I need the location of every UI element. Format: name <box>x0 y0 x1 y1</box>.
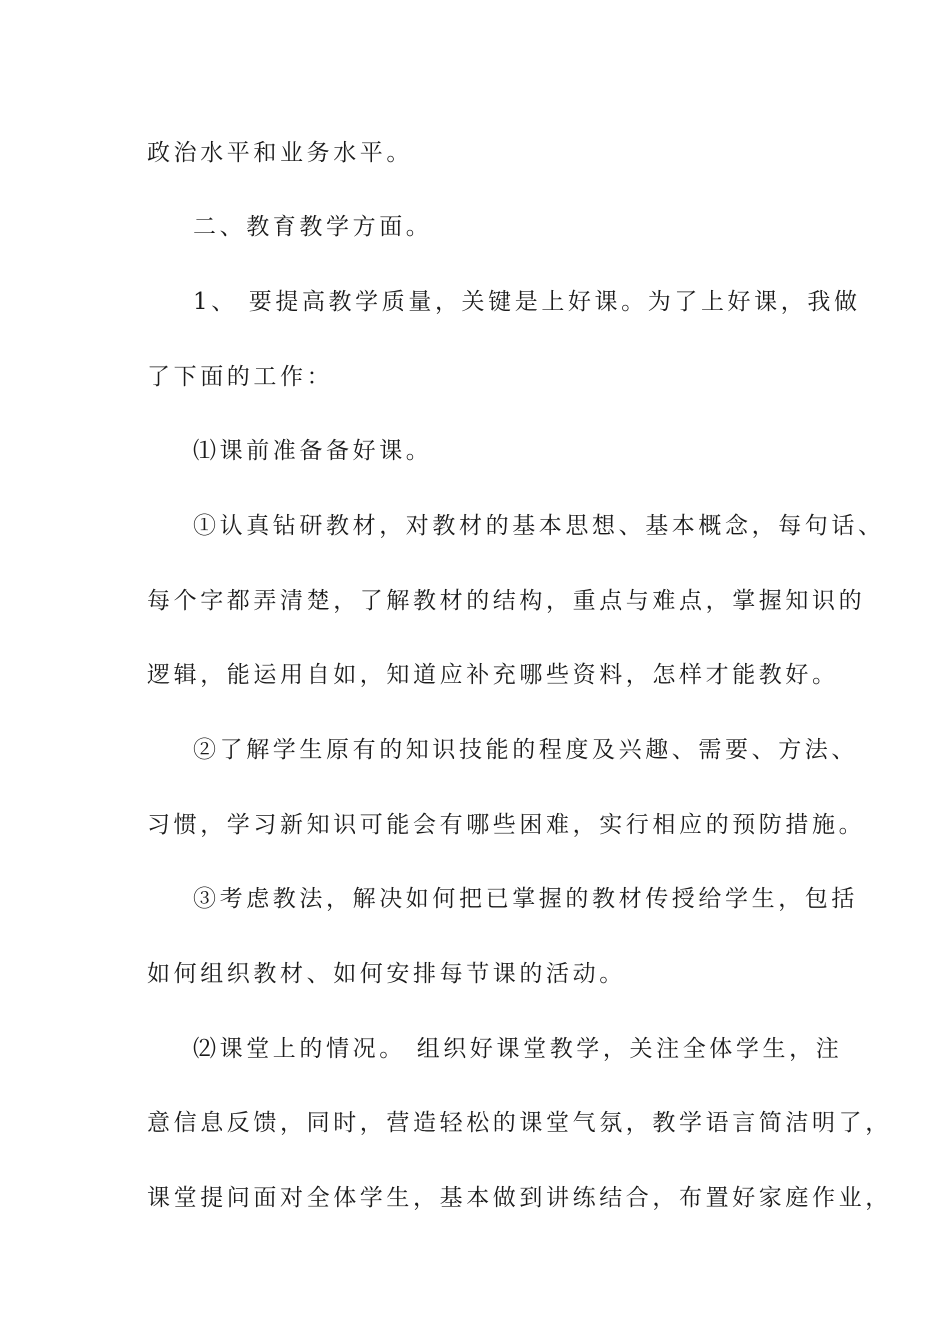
text-line: ③考虑教法，解决如何把已掌握的教材传授给学生，包括 <box>193 886 858 912</box>
text-line: 课堂提问面对全体学生，基本做到讲练结合，布置好家庭作业， <box>147 1185 892 1211</box>
subsection-heading: ⑴课前准备备好课。 <box>193 438 433 464</box>
section-heading: 二、教育教学方面。 <box>193 214 433 240</box>
text-line: 逻辑，能运用自如，知道应补充哪些资料，怎样才能教好。 <box>147 662 839 688</box>
text-line: 政治水平和业务水平。 <box>147 140 413 166</box>
text-line: 每个字都弄清楚，了解教材的结构，重点与难点，掌握知识的 <box>147 588 866 614</box>
text-line: 了下面的工作： <box>147 364 334 390</box>
subsection-heading: ⑵课堂上的情况。 组织好课堂教学，关注全体学生，注 <box>193 1036 843 1062</box>
text-line: 如何组织教材、如何安排每节课的活动。 <box>147 961 626 987</box>
text-line: 习惯，学习新知识可能会有哪些困难，实行相应的预防措施。 <box>147 812 866 838</box>
text-line: ①认真钻研教材，对教材的基本思想、基本概念，每句话、 <box>193 513 885 539</box>
text-line: ②了解学生原有的知识技能的程度及兴趣、需要、方法、 <box>193 737 858 763</box>
text-line: 意信息反馈，同时，营造轻松的课堂气氛，教学语言简洁明了， <box>147 1110 892 1136</box>
text-line: 1、 要提高教学质量，关键是上好课。为了上好课，我做 <box>193 289 861 315</box>
